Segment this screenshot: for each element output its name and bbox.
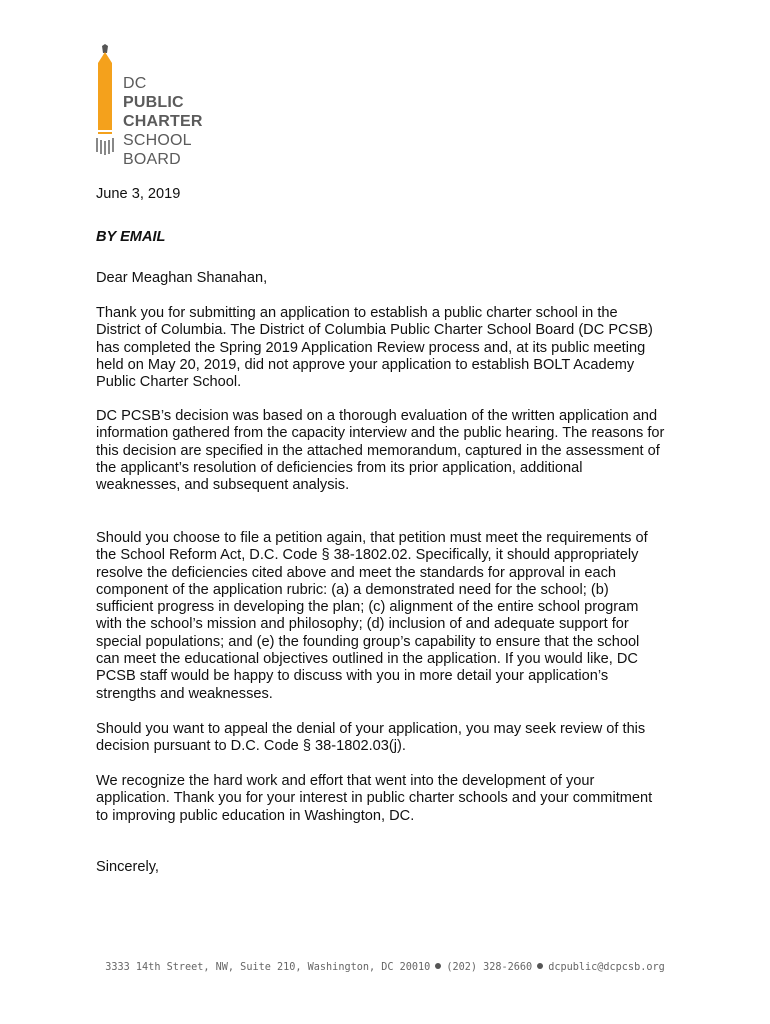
delivery-method: BY EMAIL (96, 229, 166, 245)
body-paragraph-application-result: Thank you for submitting an application to establish a public charter school in the District of Columbia. The District of Columbia Public Charter School Board (DC PCSB) has completed the Spring 2019 Application Review process and, at its public meeting held on May 20, 2019, did not approve your application to establish BOLT Academy Public Charter School. (96, 305, 653, 391)
separator-dot-icon (537, 963, 543, 969)
separator-dot-icon (435, 963, 441, 969)
logo-line-dc: DC (123, 75, 147, 92)
logo-line-charter: CHARTER (123, 113, 203, 130)
body-paragraph-appeal: Should you want to appeal the denial of your application, you may seek review of this decision pursuant to D.C. Code § 38-1802.03(j). (96, 721, 646, 755)
footer-contact (0, 962, 770, 973)
body-paragraph-thanks: We recognize the hard work and effort that went into the development of your application. Thank you for your interest in public charter schools and your commitment to improving public education in Washington, DC. (96, 773, 653, 824)
logo-wordmark (123, 74, 203, 169)
pencil-icon (93, 44, 117, 166)
closing: Sincerely, (96, 859, 159, 875)
footer-email: dcpublic@dcpcsb.org (548, 962, 665, 973)
logo-line-school: SCHOOL (123, 132, 192, 149)
body-paragraph-decision-reasons: DC PCSB’s decision was based on a thorough evaluation of the written application and information gathered from the capacity interview and the public hearing. The reasons for this decision are specified in the attached memorandum, captured in the assessment of the applicant’s resolution of deficiencies from its prior application, additional weaknesses, and subsequent analysis. (96, 408, 665, 494)
body-paragraph-petition-requirements: Should you choose to file a petition again, that petition must meet the requirements of the School Reform Act, D.C. Code § 38-1802.02. Specifically, it should appropriately resolve the deficiencies cited above and meet the standards for approval in each component of the application rubric: (a) a demonstrated need for the school; (b) sufficient progress in developing the plan; (c) alignment of the entire school program with the school’s mission and philosophy; (d) inclusion of and adequate support for special populations; and (e) the founding group’s capability to ensure that the school can meet the educational objectives outlined in the application. If you would like, DC PCSB staff would be happy to discuss with you in more detail your application’s strengths and weaknesses. (96, 530, 648, 702)
logo-line-public: PUBLIC (123, 94, 184, 111)
dc-pcsb-logo (93, 44, 233, 168)
footer-address: 3333 14th Street, NW, Suite 210, Washington, DC 20010 (105, 962, 431, 973)
salutation: Dear Meaghan Shanahan, (96, 270, 268, 286)
footer-phone: (202) 328-2660 (446, 962, 533, 973)
logo-line-board: BOARD (123, 151, 181, 168)
letter-date: June 3, 2019 (96, 186, 181, 202)
